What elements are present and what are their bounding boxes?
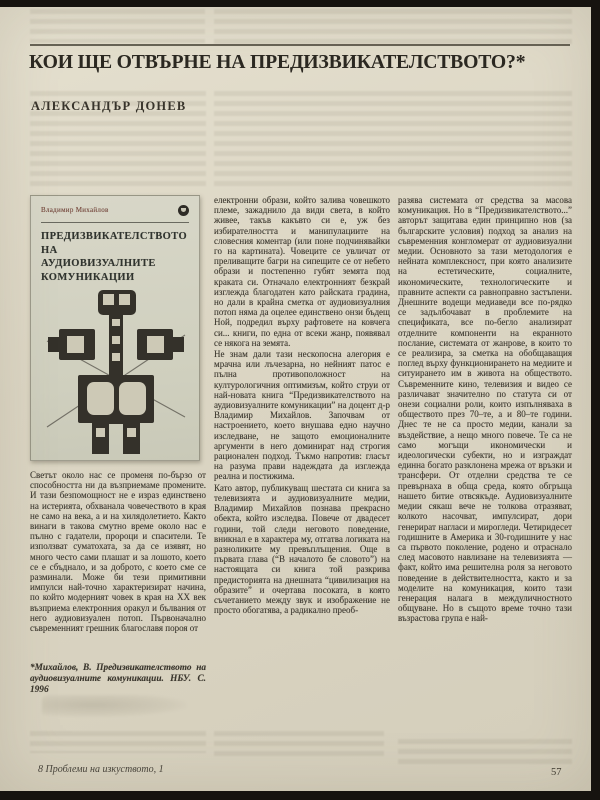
cover-title-line: КОМУНИКАЦИИ [41, 271, 135, 283]
footnote: *Михайлов, В. Предизвикателството на аудиовизуалните комуникации. НБУ. С. 1996 [30, 663, 206, 696]
body-text-paragraph: Светът около нас се променя по-бързо от способността ни да възприемаме промените. И тази безпомощност не е израз единствено на истерията, обхванала човечеството в края не само на века, а и на хилядолетието. Както винаги в такова смутно време около нас е пълно с гадатели, пророци и спасители. Те използват суматохата, за да се изявят, но много често сами плашат и за лошото, което се е сбъднало, и за доброто, с което сме се разминали. Може би тези примитивни импулси най-точно характеризират начина, по който модерният човек в края на XX век възприема електронния оракул и бълвания от него аудиовизуален потоп. Първоначално съвременният грешник благославя пороя от [30, 470, 206, 634]
scan-edge-bottom [0, 791, 600, 800]
article-author: АЛЕКСАНДЪР ДОНЕВ [31, 99, 187, 113]
cover-title-line: НА [41, 244, 58, 256]
body-text-paragraph: Не знам дали тази нескопосна алегория е мрачна или лъчезарна, но нейният патос е пълна противоположност на културологичния оптимизъм, който струи от най-новата книга “Предизвикателството на аудиовизуалните комуникации” на доцент д-р Владимир Михайлов. Започвам от настроението, което внушава едно научно изследване, не защото емоционалните аргументи в него доминират над строгия рационален подход. Тъкмо напротив: гласът на разума прави надеждата да изглежда реална и постижима. [214, 349, 390, 482]
cover-rule [41, 222, 189, 223]
scan-edge-top [0, 0, 600, 7]
article-title: КОИ ЩЕ ОТВЪРНЕ НА ПРЕДИЗВИКАТЕЛСТВОТО?* [29, 51, 526, 73]
cover-title-line: ПРЕДИЗВИКАТЕЛСТВОТО [41, 231, 188, 242]
bleed-through-artifact [214, 91, 572, 189]
body-text-paragraph: електронни образи, който залива човешкото племе, зажаднило да види света, в който живее, такъв какъвто си е, уж без избирателността и манипулациите на словесния коментар (или поне подчинявайки го на картината). Човеците се увличат от преливащите багри на сипещите се от небето образи и постепенно губят земята под краката си. Отначало електронният безкрай изглежда благодатен като райската градина, но дали в крайна сметка от аудиовизуалния потоп няма да оцелее единствено онзи бъдещ Ной, подредил върху рафтовете на ковчега си... книги, по една от всеки жанр, появявал се някога на земята. [214, 195, 390, 348]
book-cover-robot-illustration [41, 289, 191, 455]
column-left [30, 195, 206, 696]
bleed-through-artifact [214, 9, 572, 45]
bleed-through-artifact [398, 739, 572, 765]
column-right [398, 195, 572, 625]
body-text-paragraph: Като автор, публикуващ шестата си книга за телевизията и аудиовизуалните медии, Владимир Михайлов познава прекрасно обекта, който изследва. Повече от двадесет години, той следи неговото поведение, вникнал е в характера му, отгатва логиката на разноликите му превъплъщения. Още в първата глава (“В началото бе словото”) на настоящата си книга той разкрива предисторията на днешната “цивилизация на образите” и очертава посоката, в която съчетанието между звук и изображение не просто обогатява, а радикално преоб- [214, 482, 390, 616]
cover-title-line: АУДИОВИЗУАЛНИТЕ [41, 258, 156, 269]
bleed-through-artifact [30, 731, 206, 753]
bleed-through-artifact [30, 9, 205, 43]
book-cover-author: Владимир Михайлов [41, 206, 109, 214]
body-text-paragraph: разява системата от средства за масова комуникация. Но в “Предизвикателството...” авторът защитава един принципно нов (за българските условия) подход за анализ на съвременния конгломерат от аудиовизуални медии. Основното за тази методология е нейната комплексност, при която анализите на естетическите, социалните, икономическите, технологическите и правните аспекти са равноправно застъпени. Днешните водещи медиаведи все по-рядко се задълбочават в проблемите на спецификата, все по-бегло анализират отделните компоненти на екранното послание, системата от жанрове, в които то се реализира, за сметка на обобщаващия поглед върху функционирането на медиите и ситуирането им в живота на обществото. Съвременните кино, телевизия и видео се различават значително по статута си от онези социални роли, които изпълняваха в обществото през 70–те, а и 80–те години. Днес те не са просто медии, канали за въздействие, а нещо много повече. Те са не само могъщи икономически и идеологически субекти, но и изграждат единна богато разклонена мрежа от връзки и трансфери. От отделни средства те се превърнаха в обща среда, която обгръща нашето битие отвсякъде. Аудиовизуалните медии сякаш вече не толкова отразяват, колкото насочват, импулсират, дори генерират нагласи и мирогледи. Четиридесет годишните в Америка и 30-годишните у нас са първото поколение, родено и отраснало след масовото навлизане на телевизията — факт, който има решителна роля за неговото поведение в действителността, както и за моделите на комуникация, които тази генерация налага в междуличностното общуване. Но в същото време точно тази възрастова група е най- [398, 195, 572, 624]
book-cover-title [41, 230, 189, 284]
title-rule [30, 44, 570, 46]
bleed-through-artifact [214, 731, 384, 757]
journal-footer: 8 Проблеми на изкуството, 1 [38, 764, 164, 775]
scanned-journal-page [0, 7, 592, 791]
column-middle [214, 195, 390, 616]
page-number: 57 [551, 767, 562, 778]
publisher-logo-icon [178, 205, 189, 216]
book-cover-image [30, 195, 200, 461]
bleed-through-illustration [42, 695, 187, 717]
scan-edge-right [591, 0, 600, 800]
